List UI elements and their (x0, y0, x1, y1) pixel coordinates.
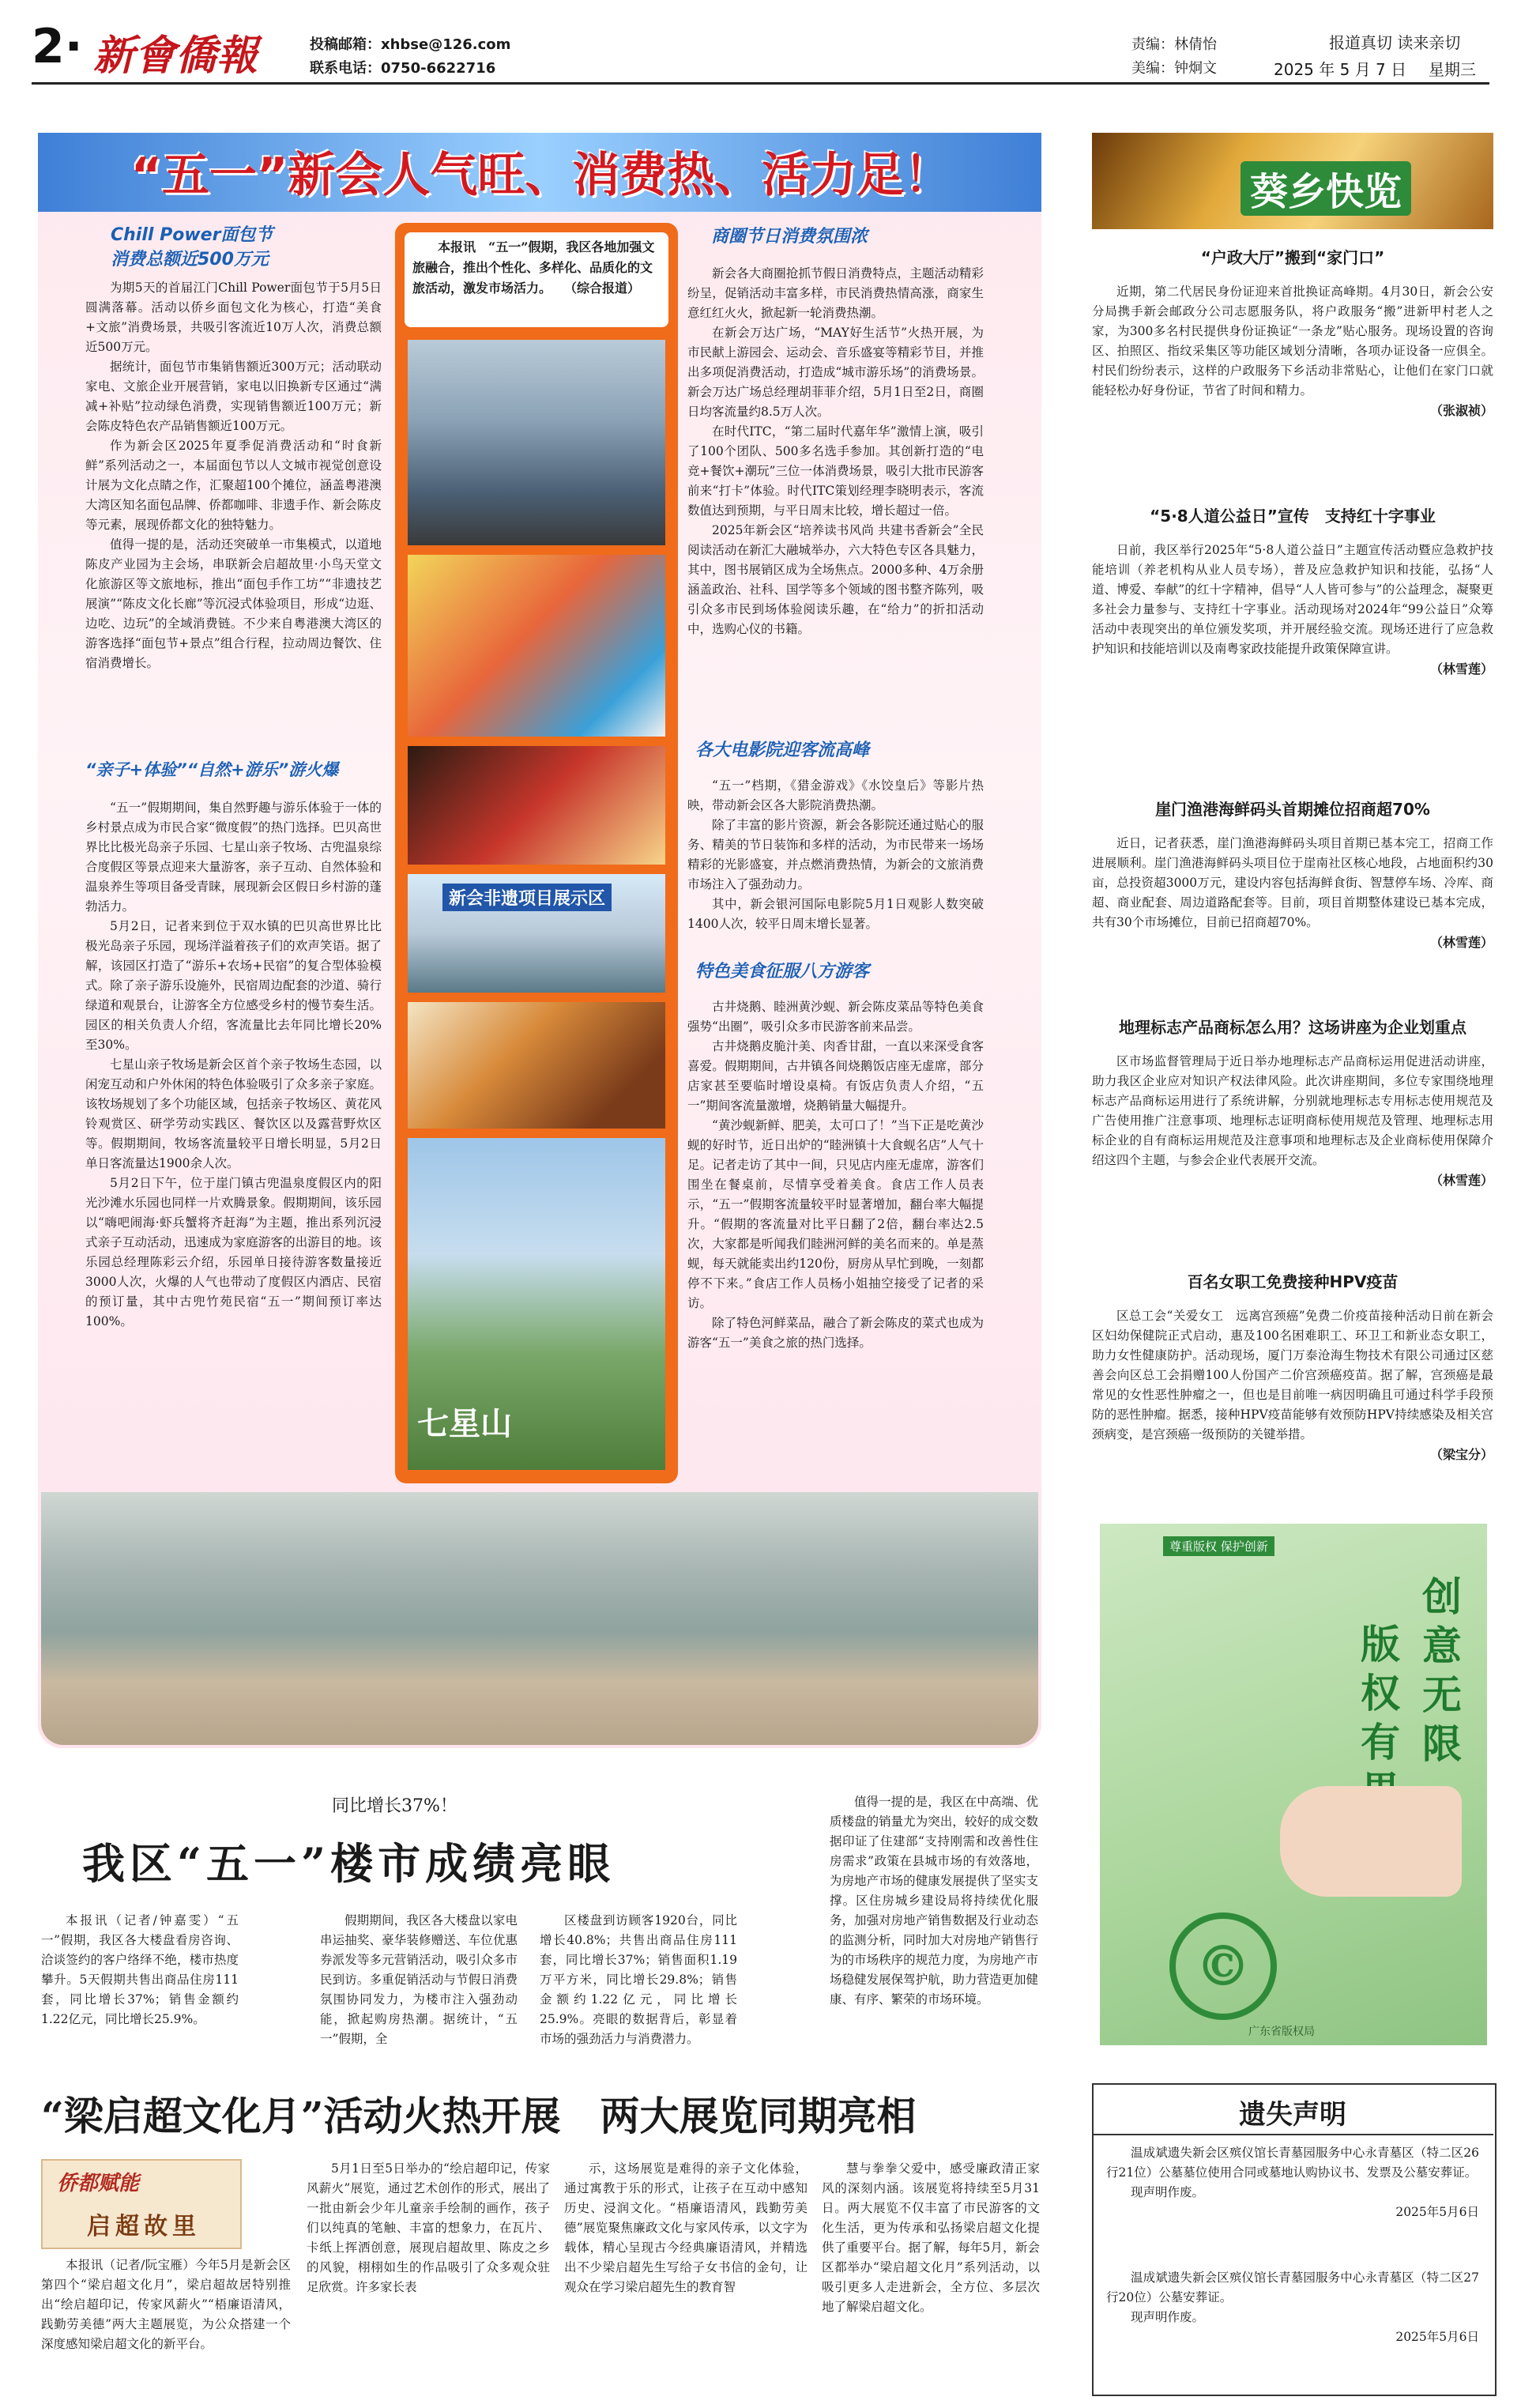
housing-col-3: 区楼盘到访顾客1920台，同比增长40.8%；共售出商品住房111套，同比增长37%；销售面积1.19万平方米，同比增长29.8%；销售金额约1.22亿元，同比增长25.9%。亮眼的数据背后，彰显着市场的强劲活力与消费潜力。 (540, 1913, 737, 2046)
contact-phone: 联系电话：0750-6622716 (310, 60, 496, 77)
slogan: 报道真切 读来亲切 (1329, 33, 1461, 52)
copyright-c-icon: © (1169, 1912, 1277, 2020)
photo-crowd-festival (408, 340, 665, 545)
paragraph: 为期5天的首届江门Chill Power面包节于5月5日圆满落幕。活动以侨乡面包文化为核心，打造“美食+文旅”消费场景，共吸引客流近10万人次，消费总额近500万元。 (85, 281, 382, 354)
news-author: （林雪莲） (1429, 1173, 1493, 1188)
intro-text: 本报讯 “五一”假期，我区各地加强文旅融合，推出个性化、多样化、品质化的文旅活动，激发市场活力。 （综合报道） (412, 239, 655, 296)
news-author: （林雪莲） (1429, 661, 1493, 676)
news-author: （林雪莲） (1429, 935, 1493, 950)
paragraph: 除了特色河鲜菜品，融合了新会陈皮的菜式也成为游客“五一”美食之旅的热门选择。 (687, 1316, 984, 1350)
paragraph: “五一”假期期间，集自然野趣与游乐体验于一体的乡村景点成为市民合家“微度假”的热门选择。巴贝高世界比比极光岛亲子乐园、七星山亲子牧场、古兜温泉综合度假区等景点迎来大量游客，亲子互动、自然体验和温泉养生等项目备受青睐，展现新会区假日乡村游的蓬勃活力。 (85, 801, 382, 914)
photo-beach (41, 1492, 1038, 1745)
paragraph: 5月2日，记者来到位于双水镇的巴贝高世界比比极光岛亲子乐园，现场洋溢着孩子们的欢声笑语。据了解，该园区打造了“游乐+农场+民宿”的复合型体验模式。除了亲子游乐设施外，民宿周边配套的沙道、骑行绿道和观景台，让游客全方位感受乡村的慢节奏生活。园区的相关负责人介绍，客流量比去年同比增长20%至30%。 (85, 919, 382, 1052)
designer-credit: 美编：钟炯文 (1131, 60, 1217, 77)
section-family-travel-title: “亲子+体验”“自然+游乐”游火爆 (85, 760, 339, 779)
contact-email: 投稿邮箱：xhbse@126.com (310, 36, 511, 53)
news-author: （梁宝分） (1429, 1447, 1493, 1462)
section-cinema-body (687, 776, 984, 934)
culture-col-1: 本报讯（记者/阮宝雁）今年5月是新会区第四个“梁启超文化月”，梁启超故居特别推出“绘启超印记，传家风薪火”“梧廉语清风，践勤劳美德”两大主题展览，为公众搭建一个深度感知梁启超文化的新平台。 (41, 2258, 291, 2351)
news-title: “户政大厅”搬到“家门口” (1200, 248, 1385, 267)
sidebar-banner-title: 葵乡快览 (1241, 161, 1411, 216)
paragraph: 据统计，面包节市集销售额近300万元；活动联动家电、文旅企业开展营销，家电以旧换新专区通过“满减+补贴”拉动绿色消费，实现销售额近100万元；新会陈皮特色农产品销售额近100万元。 (85, 360, 382, 433)
lost-notice-title: 遗失声明 (1239, 2099, 1346, 2131)
section-food-body (687, 997, 984, 1353)
lost-notice-rule (1092, 2134, 1493, 2135)
section-mall-title: 商圈节日消费氛围浓 (711, 227, 868, 247)
culture-col-2: 5月1日至5日举办的“绘启超印记，传家风薪火”展览，通过艺术创作的形式，展出了一批由新会少年儿童亲手绘制的画作，孩子们以纯真的笔触、丰富的想象力，在瓦片、卡纸上挥洒创意，展现启超故里、陈皮之乡的风貌，栩栩如生的作品吸引了众多观众驻足欣赏。许多家长表 (307, 2161, 550, 2294)
section-mall-body (687, 264, 984, 639)
section-bread-festival-title-line2: 消费总额近500万元 (111, 250, 269, 269)
section-food-title: 特色美食征服八方游客 (695, 962, 870, 982)
paragraph: “五一”档期，《猎金游戏》《水饺皇后》等影片热映，带动新会区各大影院消费热潮。 (687, 778, 984, 812)
lost-notice-2 (1106, 2268, 1479, 2347)
ad-slogan-1: 创意无限 (1422, 1574, 1462, 1767)
feature-banner-title: “五一”新会人气旺、消费热、活力足！ (130, 148, 952, 203)
page-number: 2· (32, 19, 83, 74)
culture-label-top: 侨都赋能 (57, 2172, 140, 2195)
paragraph: 5月2日下午，位于崖门镇古兜温泉度假区内的阳光沙滩水乐园也同样一片欢腾景象。假期期间，该乐园以“嗨吧闹海·虾兵蟹将齐赶海”为主题，推出系列沉浸式亲子互动活动，迅速成为家庭游客的出游目的地。该乐园总经理陈彩云介绍，乐园单日接待游客数量接近3000人次，火爆的人气也带动了度假区内酒店、民宿的预订量，其中古兜竹苑民宿“五一”期间预订率达100%。 (85, 1176, 382, 1328)
news-title: 崖门渔港海鲜码头首期摊位招商超70% (1155, 800, 1430, 819)
photo-cinema (408, 746, 665, 865)
paragraph: 除了丰富的影片资源，新会各影院还通过贴心的服务、精美的节日装饰和多样的活动，为市民带来一场场精彩的光影盛宴，并点燃消费热情，为新会的文旅消费市场注入了强劲动力。 (687, 818, 984, 891)
ad-tag: 尊重版权 保护创新 (1163, 1536, 1274, 1556)
park-sign-text: 七星山 (417, 1406, 512, 1442)
header-rule (32, 82, 1489, 85)
section-family-travel-body (85, 798, 382, 1332)
paragraph: 古井烧鹅、睦洲黄沙蚬、新会陈皮菜品等特色美食强势“出圈”，吸引众多市民游客前来品尝。 (687, 1000, 984, 1034)
paragraph: 作为新会区2025年夏季促消费活动和“时食新鲜”系列活动之一，本届面包节以人文城市视觉创意设计展为文化点睛之作，汇聚超100个摊位，涵盖粤港澳大湾区知名面包品牌、侨都咖啡、非遗手作、新会陈皮等元素，展现侨都文化的独特魅力。 (85, 439, 382, 532)
lost-date: 2025年5月6日 (1395, 2330, 1479, 2344)
news-body: 近期，第二代居民身份证迎来首批换证高峰期。4月30日，新会公安分局携手新会邮政分公司志愿服务队，将户政服务“搬”进新甲村老人之家，为300多名村民提供身份证换证“一条龙”贴心服务。现场设置的咨询区、拍照区、指纹采集区等功能区域划分清晰，各项办证设备一应俱全。村民们纷纷表示，这样的户政服务下乡活动非常贴心，让他们在家门口就能轻松办好身份证，节省了时间和精力。 (1092, 285, 1493, 398)
lost-note: 现声明作废。 (1131, 2310, 1205, 2324)
lost-note: 现声明作废。 (1131, 2185, 1205, 2199)
sidebar-news-4 (1092, 1015, 1493, 1189)
sidebar-news-3 (1092, 797, 1493, 951)
section-cinema-title: 各大电影院迎客流高峰 (695, 740, 870, 760)
lost-body: 温成斌遗失新会区殡仪馆长青墓园服务中心永青墓区（特二区27行20位）公墓安葬证。 (1106, 2270, 1479, 2304)
paper-name: 新會僑報 (93, 32, 258, 80)
news-author: （张淑祯） (1429, 403, 1493, 418)
photo-bookfair (408, 555, 665, 737)
lost-notice-1 (1106, 2143, 1479, 2222)
paragraph: 新会各大商圈抢抓节假日消费特点，主题活动精彩纷呈，促销活动丰富多样，市民消费热情高涨，商家生意红红火火，掀起新一轮消费热潮。 (687, 266, 984, 320)
heritage-sign-text: 新会非遗项目展示区 (442, 884, 612, 911)
paragraph: 2025年新会区“培养读书风尚 共建书香新会”全民阅读活动在新汇大融城举办，六大特色专区各具魅力，其中，图书展销区成为全场焦点。2000多种、4万余册涵盖政治、社科、国学等多个领域的图书整齐陈列，吸引众多市民到场体验阅读乐趣，在“给力”的折扣活动中，选购心仪的书籍。 (687, 523, 984, 636)
ad-slogan-2: 版权有 (1361, 1622, 1400, 1765)
hand-illustration (1280, 1786, 1462, 1897)
sidebar-news-1 (1092, 245, 1493, 419)
culture-col-3: 示，这场展览是难得的亲子文化体验，通过寓教于乐的形式，让孩子在互动中感知历史、浸润文化。“梧廉语清风，践勤劳美德”展览聚焦廉政文化与家风传承，以文字为载体，精心呈现古今经典廉语清风，并精选出不少梁启超先生写给子女书信的金句，让观众在学习梁启超先生的教育智 (564, 2161, 808, 2294)
news-title: “5·8人道公益日”宣传 支持红十字事业 (1150, 507, 1436, 526)
section-bread-festival-body (85, 278, 382, 673)
news-body: 区市场监督管理局于近日举办地理标志产品商标运用促进活动讲座，助力我区企业应对知识产权法律风险。此次讲座期间，多位专家围绕地理标志产品商标运用进行了系统讲解，分别就地理标志专用标志使用规范及广告使用推广注意事项、地理标志证明商标使用规范及管理、地理标志用标企业的自有商标运用规范及注意事项和地理标志及企业商标使用保障介绍这四个主题，与参会企业代表展开交流。 (1092, 1054, 1493, 1167)
weekday: 星期三 (1429, 60, 1476, 79)
sidebar-news-5 (1092, 1269, 1493, 1463)
paragraph: 在新会万达广场，“MAY好生活节”火热开展，为市民献上游园会、运动会、音乐盛宴等精彩节目，并推出多项促消费活动，打造成“城市游乐场”的消费场景。新会万达广场总经理胡菲菲介绍，5月1日至2日，商圈日均客流量约8.5万人次。 (687, 326, 984, 419)
news-body: 日前，我区举行2025年“5·8人道公益日”主题宣传活动暨应急救护技能培训（养老机构从业人员专场），普及应急救护知识和技能，弘扬“人道、博爱、奉献”的红十字精神，倡导“人人皆可参与”的公益理念，凝聚更多社会力量参与、支持红十字事业。活动现场对2024年“99公益日”众筹活动中表现突出的单位颁发奖项，并开展经验交流。现场还进行了应急救护知识和技能培训以及南粤家政技能提升政策保障宣讲。 (1092, 543, 1493, 656)
housing-col-2: 假期期间，我区各大楼盘以家电串运抽奖、豪华装修赠送、车位优惠券派发等多元营销活动，吸引众多市民到访。多重促销活动与节假日消费氛围协同发力，为楼市注入强劲动能，掀起购房热潮。据统计，“五一”假期，全 (320, 1913, 518, 2046)
lost-date: 2025年5月6日 (1395, 2205, 1479, 2219)
housing-headline: 我区“五一”楼市成绩亮眼 (82, 1838, 616, 1889)
issue-date: 2025 年 5 月 7 日 (1274, 60, 1407, 79)
ad-org: 广东省版权局 (1248, 2026, 1315, 2038)
culture-col-4: 慧与拳拳父爱中，感受廉政清正家风的深刻内涵。该展览将持续至5月31日。两大展览不仅丰富了市民游客的文化生活，更为传承和弘扬梁启超文化提供了重要平台。据了解，每年5月，新会区都举办“梁启超文化月”系列活动，以吸引更多人走进新会，全方位、多层次地了解梁启超文化。 (822, 2161, 1040, 2314)
paragraph: “黄沙蚬新鲜、肥美，太可口了！”当下正是吃黄沙蚬的好时节，近日出炉的“睦洲镇十大食蚬名店”人气十足。记者走访了其中一间，只见店内座无虚席，游客们围坐在餐桌前，尽情享受着美食。食店工作人员表示，“五一”假期客流量较平时显著增加，翻台率大幅提升。“假期的客流量对比平日翻了2倍，翻台率达2.5次，大家都是听闻我们睦洲河鲜的美名而来的。单是蒸蚬，每天就能卖出约120份，厨房从早忙到晚，一刻都停不下来。”食店工作人员杨小姐抽空接受了记者的采访。 (687, 1118, 984, 1310)
paragraph: 值得一提的是，活动还突破单一市集模式，以道地陈皮产业园为主会场，串联新会启超故里·小鸟天堂文化旅游区等文旅地标，推出“面包手作工坊”“非遗技艺展演”“陈皮文化长廊”等沉浸式体验项目，形成“边逛、边吃、边玩”的全域消费链。不少来自粤港澳大湾区的游客选择“面包节+景点”组合行程，拉动周边餐饮、住宿消费增长。 (85, 537, 382, 670)
paragraph: 其中，新会银河国际电影院5月1日观影人数突破1400人次，较平日周末增长显著。 (687, 897, 984, 931)
sidebar-news-2 (1092, 503, 1493, 677)
editor-credit: 责编：林倩怡 (1131, 36, 1217, 53)
section-bread-festival-title-line1: Chill Power面包节 (111, 225, 273, 245)
news-body: 近日，记者获悉，崖门渔港海鲜码头项目首期已基本完工，招商工作进展顺利。崖门渔港海鲜码头项目位于崖南社区核心地段，占地面积约30亩，总投资超3000万元，建设内容包括海鲜食街、智慧停车场、冷库、商超、商业配套、周边道路配套等。目前，项目首期整体建设已基本完成，共有30个市场摊位，目前已招商超70%。 (1092, 836, 1493, 929)
news-title: 地理标志产品商标怎么用？这场讲座为企业划重点 (1119, 1018, 1466, 1037)
section-bread-festival-title (111, 221, 273, 270)
paragraph: 在时代ITC，“第二届时代嘉年华”激情上演，吸引了100个团队、500多名选手参加。其创新打造的“电竞+餐饮+潮玩”三位一体消费场景，吸引大批市民游客前来“打卡”体验。时代ITC策划经理李晓明表示，客流数值达到预期，与平日周末比较，增长超过一倍。 (687, 424, 984, 518)
lost-body: 温成斌遗失新会区殡仪馆长青墓园服务中心永青墓区（特二区26行21位）公墓墓位使用合同或墓地认购协议书、发票及公墓安葬证。 (1106, 2146, 1479, 2180)
news-body: 区总工会“关爱女工 远离宫颈癌”免费二价疫苗接种活动日前在新会区妇幼保健院正式启动，惠及100名困难职工、环卫工和新业态女职工，助力女性健康防护。活动现场，厦门万泰沧海生物技术有限公司通过区慈善会向区总工会捐赠100人份国产二价宫颈癌疫苗。据了解，宫颈癌是最常见的女性恶性肿瘤之一，但也是目前唯一病因明确且可通过科学手段预防的恶性肿瘤。据悉，接种HPV疫苗能够有效预防HPV持续感染及相关宫颈病变，是宫颈癌一级预防的关键举措。 (1092, 1309, 1493, 1441)
culture-label-bottom: 启超故里 (87, 2213, 201, 2240)
housing-col-1: 本报讯（记者/钟嘉雯）“五一”假期，我区各大楼盘看房咨询、洽谈签约的客户络绎不绝，楼市热度攀升。5天假期共售出商品住房111套，同比增长37%；销售金额约1.22亿元，同比增长25.9%。 (41, 1913, 239, 2026)
paragraph: 七星山亲子牧场是新会区首个亲子牧场生态园，以闲宠互动和户外休闲的特色体验吸引了众多亲子家庭。该牧场规划了多个功能区域，包括亲子牧场区、黄花风铃观赏区、研学劳动实践区、餐饮区以及露营野炊区等。假期期间，牧场客流量较平日增长明显，5月2日单日客流量达1900余人次。 (85, 1057, 382, 1170)
housing-kicker: 同比增长37%！ (332, 1796, 457, 1816)
housing-col-4: 值得一提的是，我区在中高端、优质楼盘的销量尤为突出，较好的成交数据印证了住建部“支持刚需和改善性住房需求”政策在县城市场的有效落地，为房地产市场的健康发展提供了坚实支撑。区住房城乡建设局将持续优化服务，加强对房地产销售数据及行业动态的监测分析，同时加大对房地产销售行为的市场秩序的规范力度，为房地产市场稳健发展保驾护航，助力营造更加健康、有序、繁荣的市场环境。 (830, 1795, 1038, 2007)
photo-seafood (408, 1002, 665, 1129)
paragraph: 古井烧鹅皮脆汁美、肉香甘甜，一直以来深受食客喜爱。假期期间，古井镇各间烧鹅饭店座无虚席，部分店家甚至要临时增设桌椅。有饭店负责人介绍，“五一”期间客流量激增，烧鹅销量大幅提升。 (687, 1039, 984, 1113)
news-title: 百名女职工免费接种HPV疫苗 (1187, 1272, 1399, 1291)
culture-headline: “梁启超文化月”活动火热开展 两大展览同期亮相 (41, 2093, 917, 2139)
